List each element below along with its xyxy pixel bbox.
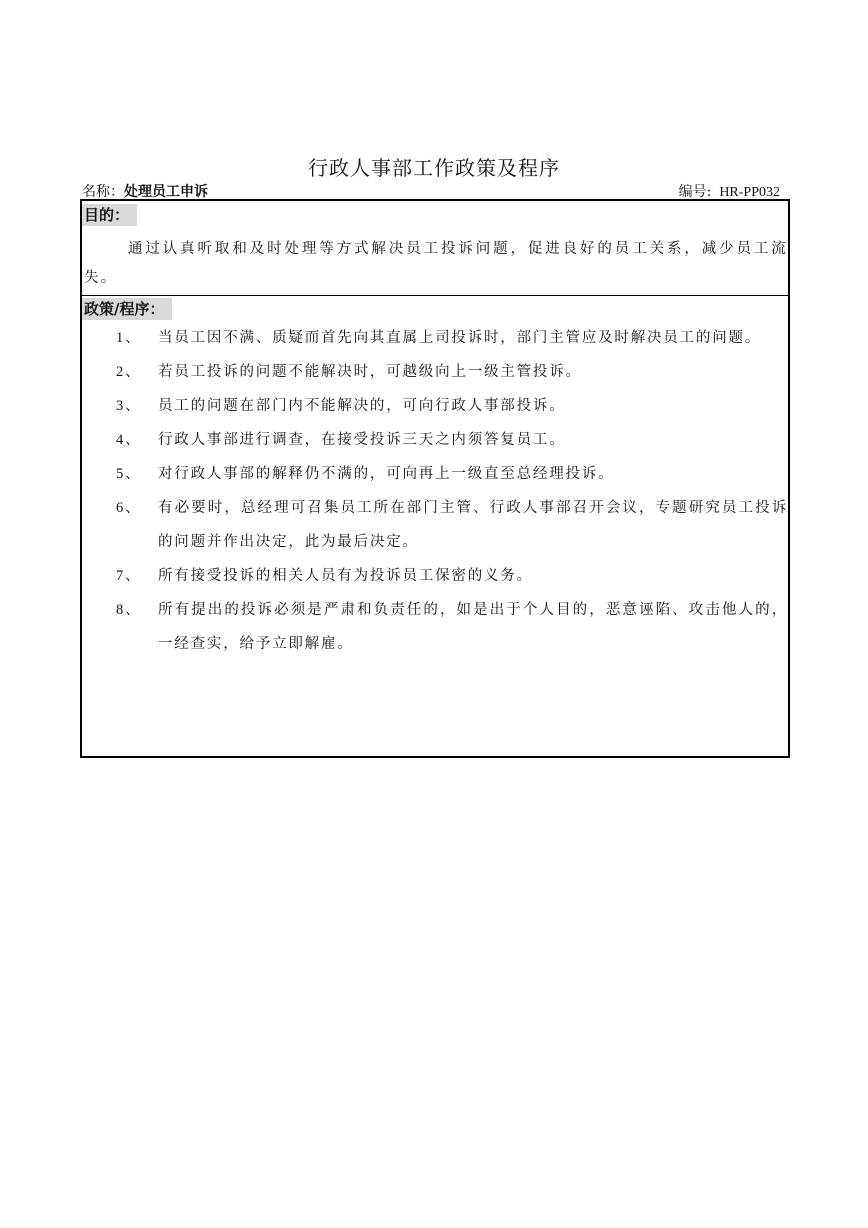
list-item [82, 423, 788, 457]
list-item-text: 有必要时，总经理可召集员工所在部门主管、行政人事部召开会议，专题研究员工投诉的问题并作出决定，此为最后决定。 [158, 500, 788, 550]
list-item-text: 当员工因不满、质疑而首先向其直属上司投诉时，部门主管应及时解决员工的问题。 [158, 330, 762, 346]
document-code [679, 181, 780, 201]
list-item-number: 3、 [116, 398, 142, 414]
list-item-number: 5、 [116, 466, 142, 482]
purpose-text: 通过认真听取和及时处理等方式解决员工投诉问题，促进良好的员工关系，减少员工流失。 [84, 241, 788, 286]
list-item-number: 6、 [116, 500, 142, 516]
list-item [82, 593, 788, 661]
document-name [82, 181, 208, 201]
policy-table [80, 199, 790, 758]
list-item-number: 4、 [116, 432, 142, 448]
document-title: 行政人事部工作政策及程序 [308, 156, 560, 180]
name-label: 名称： [82, 184, 124, 200]
list-item-number: 2、 [116, 364, 142, 380]
list-item-text: 若员工投诉的问题不能解决时，可越级向上一级主管投诉。 [158, 364, 582, 380]
list-item-number: 8、 [116, 602, 142, 618]
list-item [82, 457, 788, 491]
list-item-text: 所有提出的投诉必须是严肃和负责任的，如是出于个人目的，恶意诬陷、攻击他人的，一经查实，给予立即解雇。 [158, 602, 788, 652]
document-meta-row [82, 181, 788, 199]
section-divider [82, 295, 788, 296]
list-item [82, 355, 788, 389]
list-item-text: 所有接受投诉的相关人员有为投诉员工保密的义务。 [158, 568, 533, 584]
list-item [82, 491, 788, 559]
list-item [82, 321, 788, 355]
list-item-number: 7、 [116, 568, 142, 584]
list-item-text: 行政人事部进行调查，在接受投诉三天之内须答复员工。 [158, 432, 566, 448]
name-value: 处理员工申诉 [124, 184, 208, 200]
list-item [82, 389, 788, 423]
list-item-text: 对行政人事部的解释仍不满的，可向再上一级直至总经理投诉。 [158, 466, 615, 482]
purpose-heading: 目的： [82, 204, 137, 226]
list-item-text: 员工的问题在部门内不能解决的，可向行政人事部投诉。 [158, 398, 566, 414]
code-value: HR-PP032 [719, 185, 780, 200]
list-item-number: 1、 [116, 330, 142, 346]
list-item [82, 559, 788, 593]
policy-heading: 政策/程序： [82, 298, 172, 320]
code-label: 编号: [678, 184, 712, 200]
policy-list [82, 321, 788, 661]
